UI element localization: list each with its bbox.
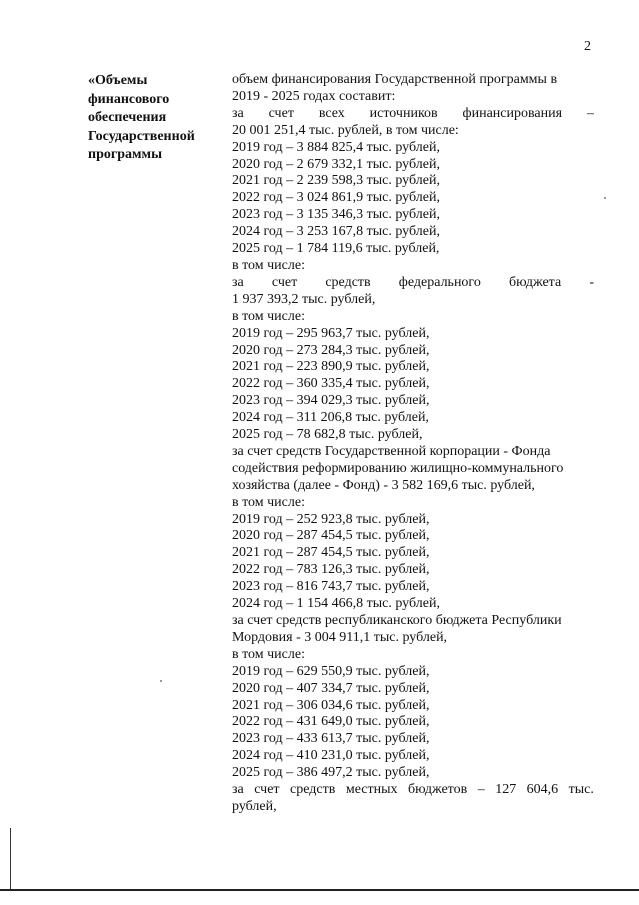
year-line: 2025 год – 386 497,2 тыс. рублей, <box>232 765 430 781</box>
intro-line: 2019 - 2025 годах составит: <box>232 88 396 104</box>
fund-intro-line: хозяйства (далее - Фонд) - 3 582 169,6 тыс. рублей, <box>232 477 535 493</box>
including-label: в том числе: <box>232 646 305 662</box>
year-line: 2025 год – 78 682,8 тыс. рублей, <box>232 427 423 443</box>
including-label: в том числе: <box>232 308 305 324</box>
republic-intro-line: Мордовия - 3 004 911,1 тыс. рублей, <box>232 629 448 645</box>
page-number: 2 <box>584 39 591 54</box>
word: федерального <box>398 274 481 290</box>
federal-total: 1 937 393,2 тыс. рублей, <box>232 291 376 307</box>
scan-bottom-line <box>0 889 639 891</box>
word: 604,6 <box>526 782 559 798</box>
year-line: 2024 год – 410 231,0 тыс. рублей, <box>232 748 430 764</box>
year-line: 2022 год – 3 024 861,9 тыс. рублей, <box>232 190 440 206</box>
section-heading <box>88 72 218 165</box>
word: средств <box>290 782 336 798</box>
heading-line: «Объемы <box>88 73 148 88</box>
year-line: 2019 год – 3 884 825,4 тыс. рублей, <box>232 139 440 155</box>
intro-line: объем финансирования Государственной программы в <box>232 72 558 87</box>
local-budget-line <box>232 782 594 799</box>
heading-line: Государственной <box>88 128 195 144</box>
year-line: 2024 год – 1 154 466,8 тыс. рублей, <box>232 596 440 612</box>
year-line: 2024 год – 311 206,8 тыс. рублей, <box>232 410 429 426</box>
fund-intro-line: содействия реформированию жилищно-коммунального <box>232 460 564 476</box>
year-line: 2025 год – 1 784 119,6 тыс. рублей, <box>232 241 440 257</box>
year-line: 2022 год – 783 126,3 тыс. рублей, <box>232 562 430 578</box>
word: - <box>589 274 594 290</box>
year-line: 2022 год – 431 649,0 тыс. рублей, <box>232 714 430 730</box>
word: за <box>232 782 244 798</box>
financing-text <box>232 72 594 816</box>
year-line: 2022 год – 360 335,4 тыс. рублей, <box>232 376 430 392</box>
word: счет <box>254 782 280 798</box>
word: всех <box>318 105 345 121</box>
word: 127 <box>495 782 517 798</box>
word: – <box>586 105 594 121</box>
word: за <box>232 105 244 121</box>
year-line: 2019 год – 295 963,7 тыс. рублей, <box>232 325 430 341</box>
year-line: 2020 год – 287 454,5 тыс. рублей, <box>232 528 430 544</box>
year-line: 2021 год – 2 239 598,3 тыс. рублей, <box>232 173 440 189</box>
federal-line <box>232 275 594 292</box>
total-amount: 20 001 251,4 тыс. рублей, в том числе: <box>232 122 459 138</box>
year-line: 2019 год – 252 923,8 тыс. рублей, <box>232 511 430 527</box>
word: бюджетов <box>407 782 468 798</box>
year-line: 2020 год – 2 679 332,1 тыс. рублей, <box>232 156 440 172</box>
year-line: 2021 год – 306 034,6 тыс. рублей, <box>232 697 430 713</box>
word: тыс. <box>568 782 594 798</box>
including-label: в том числе: <box>232 494 305 510</box>
year-line: 2021 год – 223 890,9 тыс. рублей, <box>232 359 430 375</box>
year-line: 2020 год – 273 284,3 тыс. рублей, <box>232 342 430 358</box>
word: средств <box>325 274 371 290</box>
year-line: 2021 год – 287 454,5 тыс. рублей, <box>232 545 430 561</box>
year-line: 2023 год – 433 613,7 тыс. рублей, <box>232 731 430 747</box>
word: источников <box>369 105 438 121</box>
word: местных <box>345 782 398 798</box>
fund-intro-line: за счет средств Государственной корпорации - Фонда <box>232 443 551 459</box>
year-line: 2019 год – 629 550,9 тыс. рублей, <box>232 663 430 679</box>
year-line: 2023 год – 394 029,3 тыс. рублей, <box>232 393 430 409</box>
word: счет <box>268 105 294 121</box>
word: – <box>477 782 485 798</box>
year-line: 2020 год – 407 334,7 тыс. рублей, <box>232 680 430 696</box>
year-line: 2023 год – 816 743,7 тыс. рублей, <box>232 579 430 595</box>
heading-line: финансового <box>88 91 170 107</box>
word: бюджета <box>508 274 562 290</box>
scan-speck <box>604 197 606 199</box>
including-label: в том числе: <box>232 257 305 273</box>
heading-line: обеспечения <box>88 110 167 126</box>
scan-edge-line <box>10 828 11 890</box>
scan-speck <box>160 680 162 682</box>
word: за <box>232 274 244 290</box>
year-line: 2024 год – 3 253 167,8 тыс. рублей, <box>232 224 440 240</box>
word: счет <box>271 274 298 290</box>
all-sources-line <box>232 106 594 123</box>
heading-line: программы <box>88 147 162 163</box>
republic-intro-line: за счет средств республиканского бюджета Республики <box>232 613 562 628</box>
year-line: 2023 год – 3 135 346,3 тыс. рублей, <box>232 207 440 223</box>
word: финансирования <box>462 105 563 121</box>
local-budget-tail: рублей, <box>232 798 277 814</box>
